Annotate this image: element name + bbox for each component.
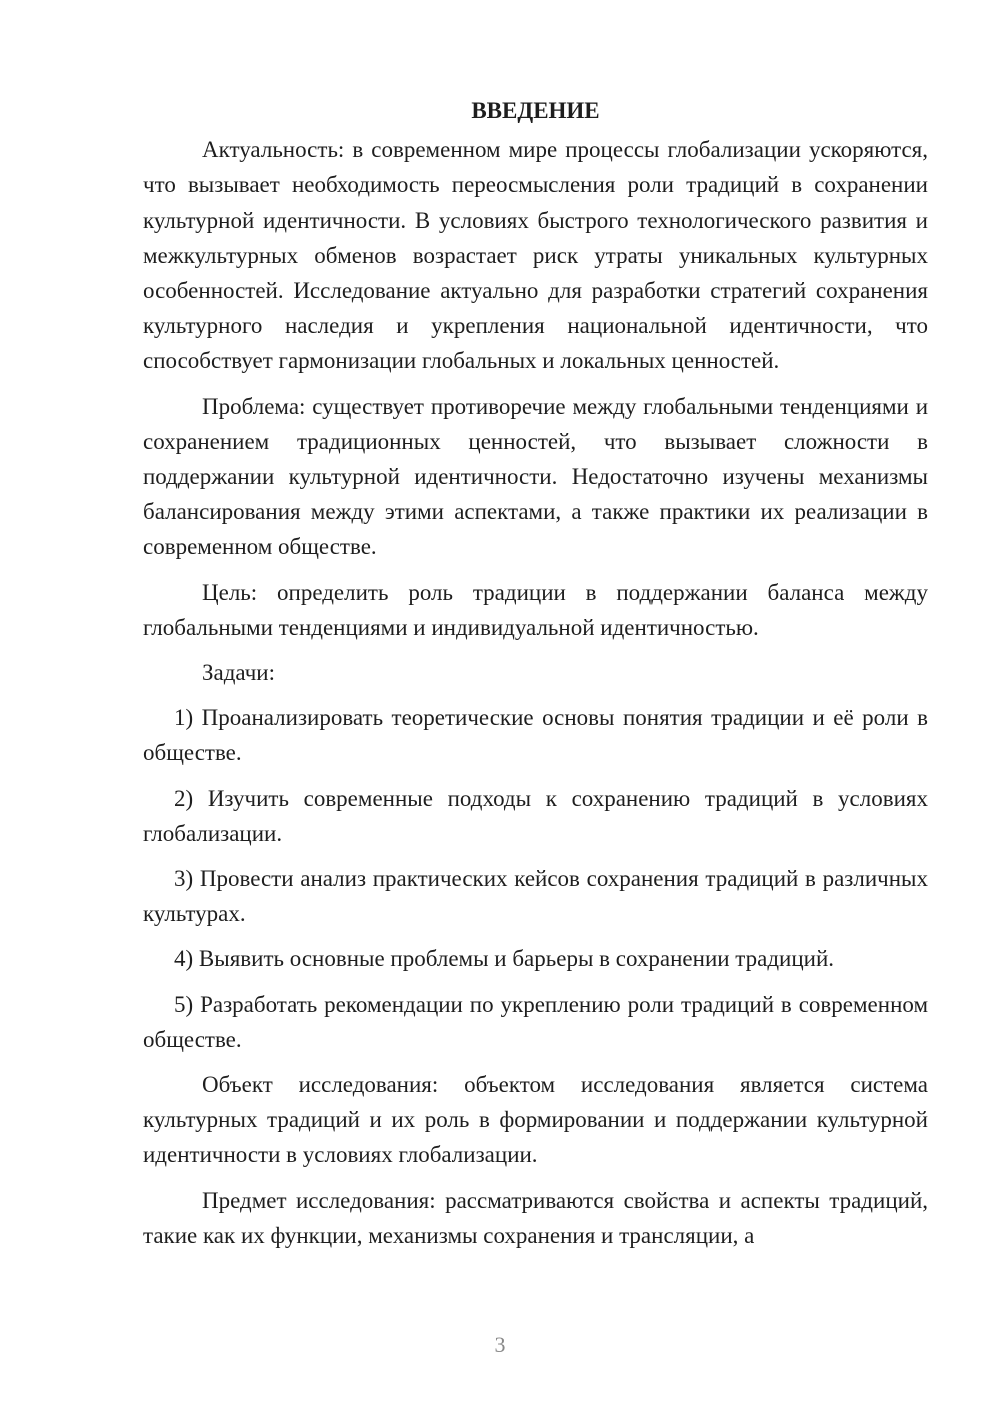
problem-paragraph: Проблема: существует противоречие между глобальными тенденциями и сохранением традиционных ценностей, что вызывает сложности в поддержании культурной идентичности. Недостаточно изучены механизмы балансирования между этими аспектами, а также практики их реализации в современном обществе.: [143, 393, 928, 560]
page-content: [143, 93, 928, 1263]
page-heading: ВВЕДЕНИЕ: [471, 98, 600, 123]
relevance-paragraph: Актуальность: в современном мире процессы глобализации ускоряются, что вызывает необходимость переосмысления роли традиций в сохранении культурной идентичности. В условиях быстрого технологического развития и межкультурных обменов возрастает риск утраты уникальных культурных особенностей. Исследование актуально для разработки стратегий сохранения культурного наследия и укрепления национальной идентичности, что способствует гармонизации глобальных и локальных ценностей.: [143, 137, 928, 374]
task-item: 5) Разработать рекомендации по укреплению роли традиций в современном обществе.: [143, 991, 928, 1052]
subject-paragraph: Предмет исследования: рассматриваются свойства и аспекты традиций, такие как их функции, механизмы сохранения и трансляции, а: [143, 1187, 928, 1248]
page-number: 3: [494, 1332, 506, 1357]
tasks-label: Задачи:: [202, 660, 275, 686]
goal-paragraph: Цель: определить роль традиции в поддержании баланса между глобальными тенденциями и индивидуальной идентичностью.: [143, 579, 928, 640]
object-paragraph: Объект исследования: объектом исследования является система культурных традиций и их роль в формировании и поддержании культурной идентичности в условиях глобализации.: [143, 1072, 928, 1168]
task-item: 2) Изучить современные подходы к сохранению традиций в условиях глобализации.: [143, 785, 928, 846]
task-item: 4) Выявить основные проблемы и барьеры в сохранении традиций.: [174, 946, 835, 972]
task-item: 1) Проанализировать теоретические основы понятия традиции и её роли в обществе.: [143, 705, 928, 766]
task-item: 3) Провести анализ практических кейсов сохранения традиций в различных культурах.: [143, 866, 928, 927]
